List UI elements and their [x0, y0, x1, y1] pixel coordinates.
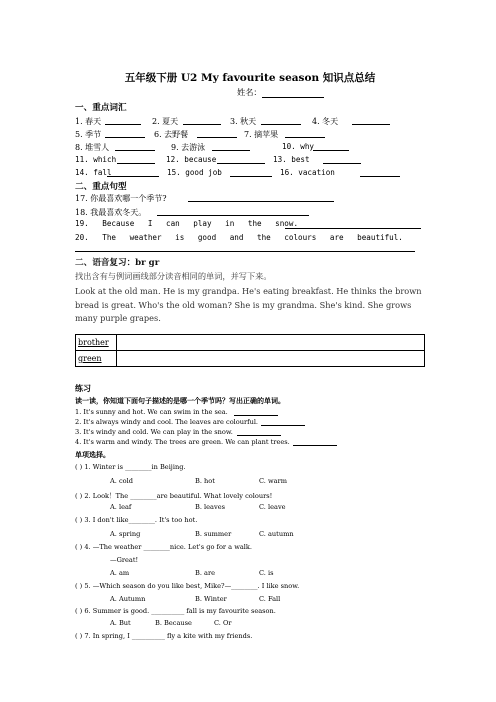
exercise2-instruction: 单项选择。 [75, 450, 110, 459]
exercise1-item-4: 4. It's warm and windy. The trees are green. We can plant trees. [75, 438, 337, 446]
vocab-12-blank[interactable] [217, 155, 265, 164]
vocab-6: 6. 去野餐 [154, 130, 189, 139]
exercise1-item-1: 1. It's sunny and hot. We can swim in the sea. [75, 408, 278, 416]
mc1-option-c[interactable]: C. warm [259, 477, 287, 485]
mc4-option-a[interactable]: A. am [110, 569, 130, 577]
phonics-instruction: 找出含有与例词画线部分读音相同的单词，并写下来。 [75, 271, 272, 281]
mc-question-1: ( ) 1. Winter is ________in Beijing. [75, 463, 186, 471]
mc2-option-c[interactable]: C. leave [259, 503, 286, 511]
vocab-4-blank[interactable] [352, 116, 390, 125]
mc-question-7: ( ) 7. In spring, I __________ fly a kite with my friends. [75, 632, 253, 640]
table-row [76, 351, 425, 367]
phonics-passage: Look at the old man. He is my grandpa. He's eating breakfast. He thinks the brown bread is great. Who's the old woman? She is my grandma. She's kind. She grows many purple grapes. [75, 286, 422, 324]
mc1-option-b[interactable]: B. hot [195, 477, 215, 485]
sentence-19-blank[interactable] [285, 220, 421, 229]
sentence-20-answer-line[interactable] [75, 251, 415, 252]
vocab-1-blank[interactable] [105, 116, 141, 125]
vocab-4: 4. 冬天 [312, 117, 339, 126]
vocab-12: 12. because [166, 155, 217, 164]
mc-question-2: ( ) 2. Look！The ________are beautiful. What lovely colours! [75, 492, 273, 500]
vocab-10: 10. why [282, 142, 315, 151]
vocab-11-blank[interactable] [117, 155, 155, 164]
vocab-7: 7. 摘苹果 [244, 130, 279, 139]
mc1-option-a[interactable]: A. cold [110, 477, 133, 485]
exercise-heading: 练习 [75, 383, 91, 393]
sentence-18: 18. 我最喜欢冬天。 [75, 207, 146, 218]
mc4-option-b[interactable]: B. are [195, 569, 216, 577]
name-blank[interactable] [262, 89, 324, 98]
sentence-20: 20. The weather is good and the colours are beautiful. [75, 233, 403, 242]
mc6-option-a[interactable]: A. But [110, 619, 131, 627]
name-field [237, 87, 324, 98]
vocab-13-blank[interactable] [323, 155, 361, 164]
exercise1-blank-1[interactable] [234, 408, 278, 416]
mc6-option-b[interactable]: B. Because [155, 619, 192, 627]
vocab-6-blank[interactable] [197, 129, 237, 138]
sentence-17-blank[interactable] [188, 193, 334, 202]
vocab-7-blank[interactable] [285, 129, 325, 138]
exercise1-item-2: 2. It's always windy and cool. The leaves are colourful. [75, 418, 305, 426]
mc6-option-c[interactable]: C. Or [214, 619, 232, 627]
vocab-16: 16. vacation [280, 168, 335, 177]
mc3-option-c[interactable]: C. autumn [259, 530, 294, 538]
sentence-17: 17. 你最喜欢哪一个季节? [75, 193, 167, 204]
vocab-11: 11. which [75, 155, 117, 164]
exercise1-blank-4[interactable] [293, 438, 337, 446]
vocab-3-blank[interactable] [261, 116, 301, 125]
exercise1-instruction: 读一读，你知道下面句子描述的是哪一个季节吗？写出正确的单词。 [75, 396, 285, 405]
mc4-reply: —Great! [110, 556, 139, 564]
vocab-9-blank[interactable] [212, 142, 250, 151]
document-title: 五年级下册 U2 My favourite season 知识点总结 [124, 72, 376, 84]
vocab-1: 1. 春天 [75, 117, 102, 126]
section-vocab-heading: 一、重点词汇 [75, 103, 127, 113]
exercise1-item-3: 3. It's windy and cold. We can play in the snow. [75, 428, 281, 436]
table-key-br: brother [76, 335, 117, 351]
mc3-option-b[interactable]: B. summer [195, 530, 232, 538]
mc5-option-b[interactable]: B. Winter [195, 595, 227, 603]
vocab-13: 13. best [273, 155, 310, 164]
sentence-18-blank[interactable] [157, 207, 309, 216]
vocab-16-blank[interactable] [360, 168, 400, 177]
mc3-option-a[interactable]: A. spring [110, 530, 141, 538]
mc2-option-a[interactable]: A. leaf [110, 503, 132, 511]
vocab-2-blank[interactable] [183, 116, 221, 125]
vocab-8-blank[interactable] [115, 142, 155, 151]
section-sentences-heading: 二、重点句型 [75, 182, 127, 192]
table-answer-gr[interactable] [117, 351, 425, 367]
exercise1-blank-3[interactable] [237, 428, 281, 436]
vocab-5-blank[interactable] [105, 129, 145, 138]
vocab-2: 2. 夏天 [152, 117, 179, 126]
exercise1-blank-2[interactable] [261, 418, 305, 426]
table-answer-br[interactable] [117, 335, 425, 351]
vocab-15-blank[interactable] [230, 168, 272, 177]
section-phonics-heading: 二、语音复习：br gr [75, 258, 160, 268]
mc5-option-a[interactable]: A. Autumn [110, 595, 146, 603]
mc-question-5: ( ) 5. —Which season do you like best, Mike?—________. I like snow. [75, 582, 300, 590]
vocab-15: 15. good job [167, 168, 222, 177]
sentence-19: 19. Because I can play in the snow. [75, 219, 299, 228]
table-key-gr: green [76, 351, 117, 367]
vocab-14-blank[interactable] [107, 168, 159, 177]
vocab-5: 5. 季节 [75, 130, 102, 139]
mc-question-3: ( ) 3. I don't like________. It's too hot. [75, 516, 198, 524]
mc2-option-b[interactable]: B. leaves [195, 503, 225, 511]
mc-question-4: ( ) 4. —The weather ________nice. Let's go for a walk. [75, 543, 252, 551]
mc4-option-c[interactable]: C. is [259, 569, 274, 577]
name-label: 姓名： [237, 87, 262, 97]
table-row [76, 335, 425, 351]
phonics-table [75, 334, 425, 367]
vocab-9: 9. 去游泳 [171, 143, 206, 152]
mc5-option-c[interactable]: C. Fall [259, 595, 281, 603]
vocab-3: 3. 秋天 [230, 117, 257, 126]
vocab-10-blank[interactable] [313, 142, 349, 151]
vocab-14: 14. fall [75, 168, 112, 177]
vocab-8: 8. 堆雪人 [75, 143, 110, 152]
mc-question-6: ( ) 6. Summer is good. __________ fall is my favourite season. [75, 607, 276, 615]
